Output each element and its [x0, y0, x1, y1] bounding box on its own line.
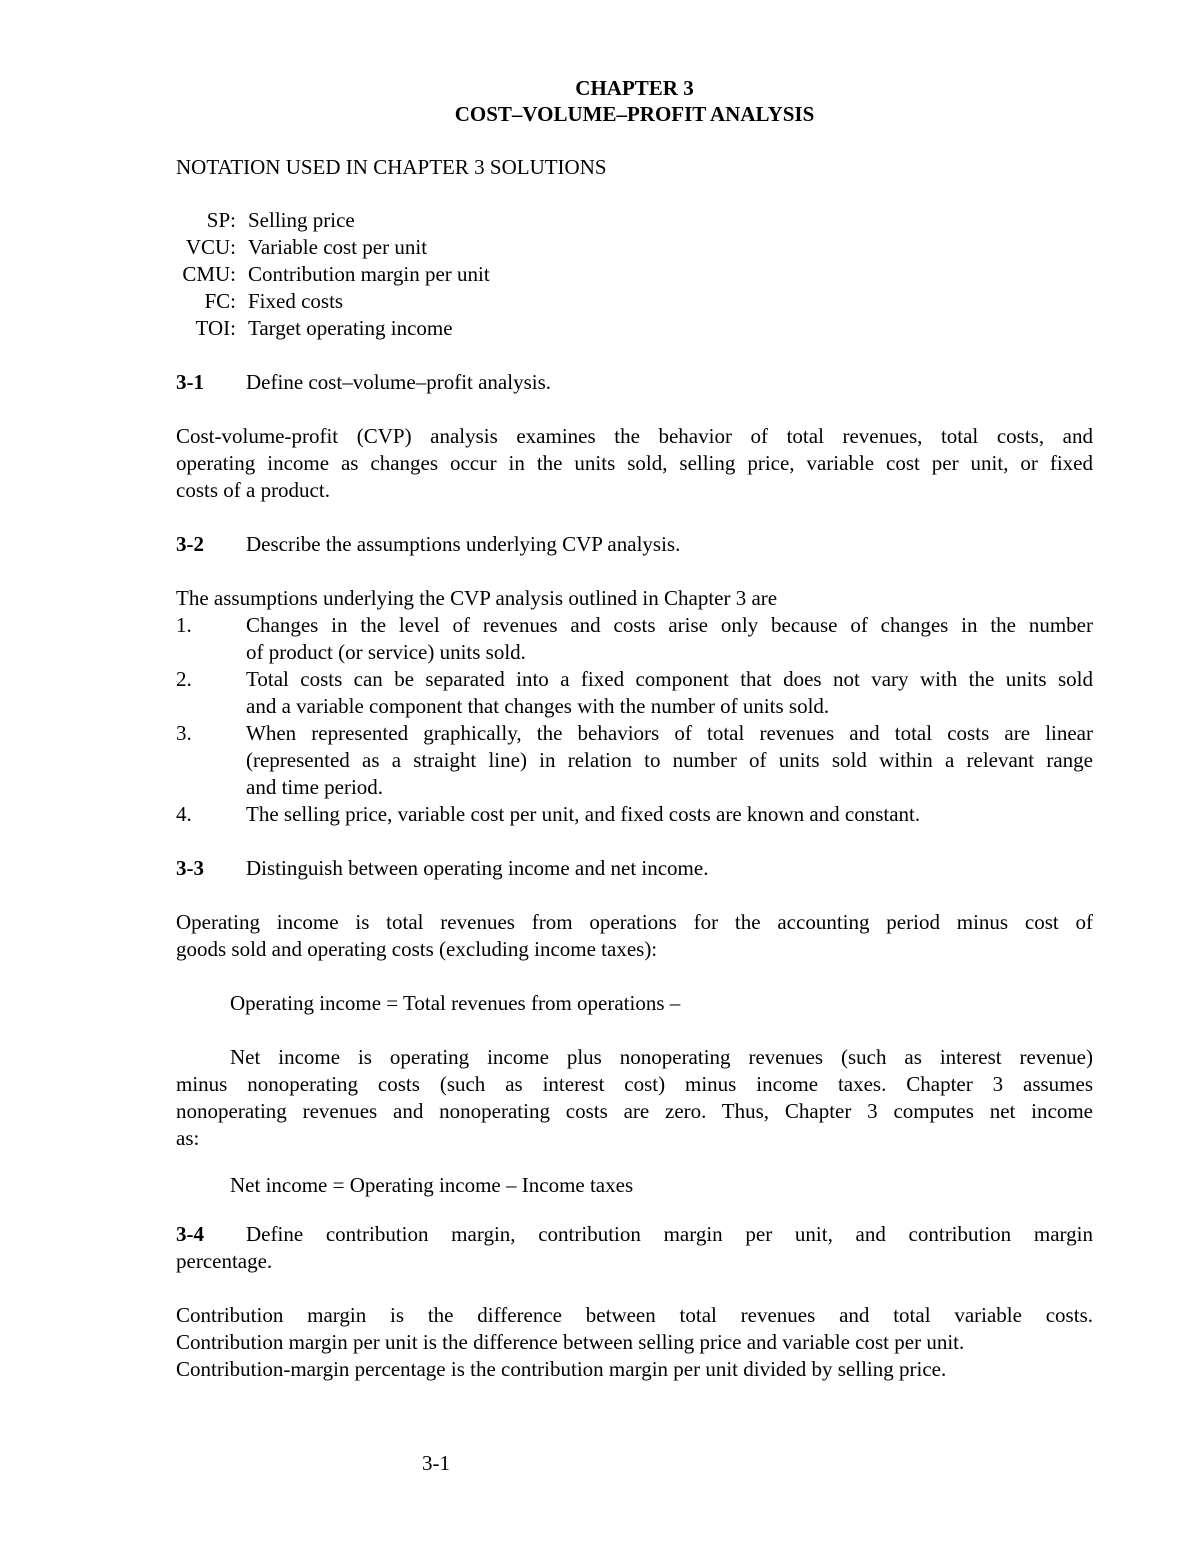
answer-line: Contribution margin per unit is the difference between selling price and variable cost per unit.: [176, 1330, 965, 1354]
notation-meaning: Target operating income: [248, 316, 453, 340]
question-text: Define cost–volume–profit analysis.: [246, 370, 552, 394]
list-item-text: and time period.: [246, 775, 384, 799]
answer-line: Contribution-margin percentage is the contribution margin per unit divided by selling price.: [176, 1357, 947, 1381]
question-text: Define contribution margin, contribution margin per unit, and contribution margin: [246, 1222, 1093, 1246]
net-income-formula: Net income = Operating income – Income taxes: [230, 1173, 634, 1197]
question-3-4: [176, 1221, 1093, 1248]
answer-line: Cost-volume-profit (CVP) analysis examines the behavior of total revenues, total costs, and: [176, 424, 1093, 448]
list-item-text: (represented as a straight line) in relation to number of units sold within a relevant range: [246, 748, 1093, 772]
answer-line: Operating income is total revenues from operations for the accounting period minus cost of: [176, 910, 1093, 934]
chapter-title: COST–VOLUME–PROFIT ANALYSIS: [454, 102, 815, 126]
page-number: 3-1: [422, 1451, 450, 1475]
assumptions-intro: The assumptions underlying the CVP analysis outlined in Chapter 3 are: [176, 586, 778, 610]
question-text: Distinguish between operating income and net income.: [246, 856, 709, 880]
notation-abbr: VCU:: [185, 235, 236, 259]
question-3-1: [176, 369, 551, 396]
answer-line: goods sold and operating costs (excluding income taxes):: [176, 937, 658, 961]
question-text: percentage.: [176, 1249, 273, 1273]
answer-line: costs of a product.: [176, 478, 330, 502]
notation-heading: NOTATION USED IN CHAPTER 3 SOLUTIONS: [176, 155, 607, 179]
list-item-text: The selling price, variable cost per unit, and fixed costs are known and constant.: [246, 802, 921, 826]
notation-abbr: FC:: [204, 289, 236, 313]
list-item-text: Total costs can be separated into a fixed component that does not vary with the units sold: [246, 667, 1093, 691]
notation-abbr: TOI:: [195, 316, 236, 340]
question-3-3: [176, 855, 708, 882]
list-item-text: of product (or service) units sold.: [246, 640, 526, 664]
notation-meaning: Selling price: [248, 208, 355, 232]
answer-line: minus nonoperating costs (such as interest cost) minus income taxes. Chapter 3 assumes: [176, 1072, 1093, 1096]
notation-meaning: Contribution margin per unit: [248, 262, 490, 286]
question-number: 3-3: [176, 856, 204, 880]
answer-line: operating income as changes occur in the units sold, selling price, variable cost per unit, or fixed: [176, 451, 1093, 475]
chapter-number: CHAPTER 3: [575, 76, 694, 100]
question-text: Describe the assumptions underlying CVP analysis.: [246, 532, 681, 556]
answer-line: nonoperating revenues and nonoperating costs are zero. Thus, Chapter 3 computes net income: [176, 1099, 1093, 1123]
question-number: 3-1: [176, 370, 204, 394]
list-item-text: When represented graphically, the behaviors of total revenues and total costs are linear: [246, 721, 1093, 745]
list-item-text: and a variable component that changes with the number of units sold.: [246, 694, 830, 718]
list-item-text: Changes in the level of revenues and costs arise only because of changes in the number: [246, 613, 1093, 637]
list-number: 2.: [176, 667, 192, 691]
notation-abbr: CMU:: [182, 262, 236, 286]
answer-line: Net income is operating income plus nonoperating revenues (such as interest revenue): [230, 1045, 1093, 1069]
question-number: 3-2: [176, 532, 204, 556]
question-number: 3-4: [176, 1222, 204, 1246]
notation-meaning: Variable cost per unit: [248, 235, 428, 259]
operating-income-formula: Operating income = Total revenues from operations –: [230, 991, 681, 1015]
list-number: 1.: [176, 613, 192, 637]
notation-meaning: Fixed costs: [248, 289, 344, 313]
list-number: 4.: [176, 802, 192, 826]
list-number: 3.: [176, 721, 192, 745]
notation-abbr: SP:: [206, 208, 236, 232]
answer-line: as:: [176, 1126, 200, 1150]
question-3-2: [176, 531, 680, 558]
answer-line: Contribution margin is the difference between total revenues and total variable costs.: [176, 1303, 1093, 1327]
